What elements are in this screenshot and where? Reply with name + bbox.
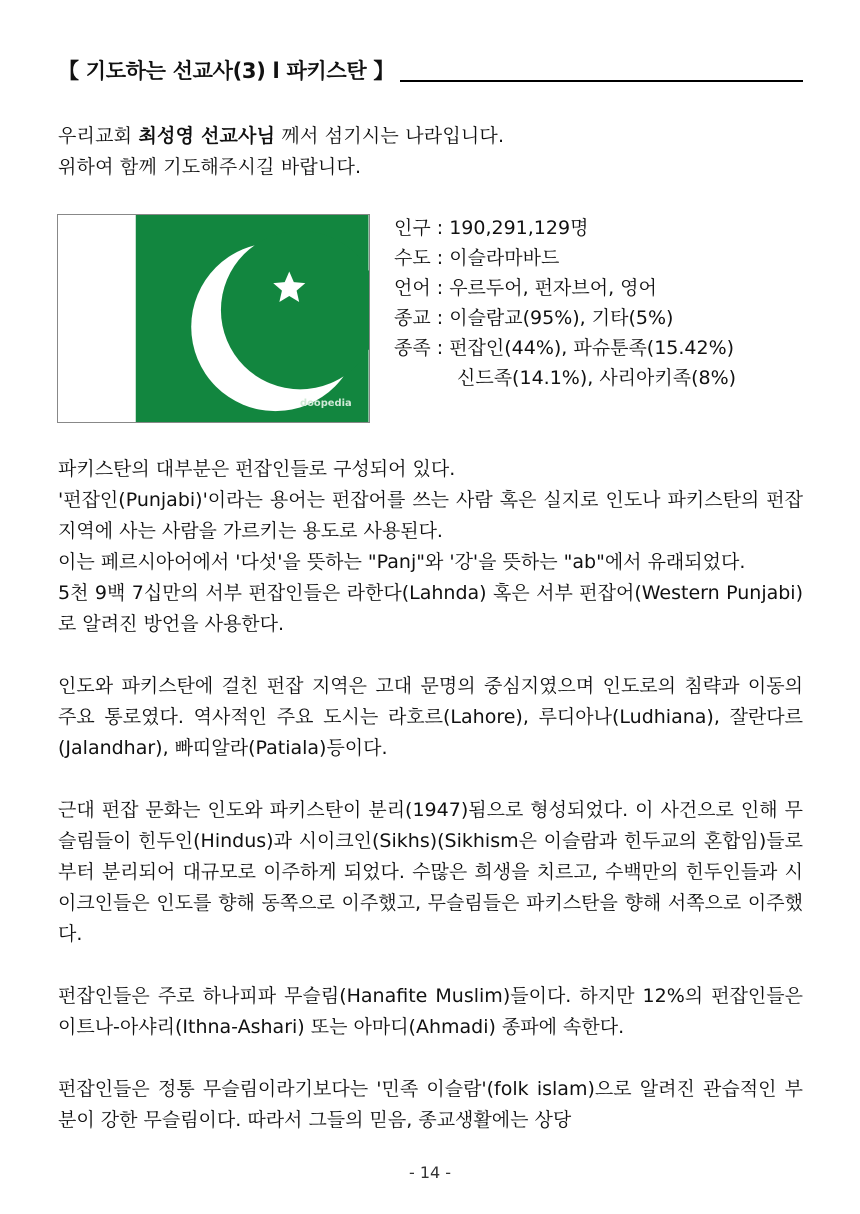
pakistan-flag-icon bbox=[58, 215, 369, 422]
paragraph: 펀잡인들은 주로 하나피파 무슬림(Hanafite Muslim)들이다. 하지만 12%의 펀잡인들은 이트나-아샤리(Ithna-Ashari) 또는 아마디(Ahmadi) 종파에 속한다. bbox=[58, 985, 803, 1038]
intro-text: 께서 섬기시는 나라입니다. bbox=[275, 125, 505, 147]
country-facts bbox=[394, 213, 814, 393]
intro bbox=[58, 121, 803, 183]
paragraph: 파키스탄의 대부분은 펀잡인들로 구성되어 있다. bbox=[58, 458, 456, 480]
fact-language: 언어 : 우르두어, 펀자브어, 영어 bbox=[394, 277, 657, 299]
intro-line-2: 위하여 함께 기도해주시길 바랍니다. bbox=[58, 156, 362, 178]
paragraph-gap bbox=[58, 1043, 803, 1074]
pakistan-flag-image bbox=[57, 214, 370, 423]
paragraph: 근대 펀잡 문화는 인도와 파키스탄이 분리(1947)됨으로 형성되었다. 이 사건으로 인해 무슬림들이 힌두인(Hindus)과 시이크인(Sikhs)(Sikhism은 이슬람과 힌두교의 혼합임)들로부터 분리되어 대규모로 이주하게 되었다. 수많은 희생을 치르고, 수백만의 힌두인들과 시이크인들은 인도를 향해 동쪽으로 이주했고, 무슬림들은 파키스탄을 향해 서쪽으로 이주했다. bbox=[58, 799, 803, 945]
article-body bbox=[58, 454, 803, 1136]
paragraph: 인도와 파키스탄에 걸친 펀잡 지역은 고대 문명의 중심지였으며 인도로의 침략과 이동의 주요 통로였다. 역사적인 주요 도시는 라호르(Lahore), 루디아나(Ludhiana), 잘란다르(Jalandhar), 빠띠알라(Patiala)등이다. bbox=[58, 675, 803, 759]
fact-ethnicity-continued: 신드족(14.1%), 사리아키족(8%) bbox=[457, 367, 737, 389]
fact-capital: 수도 : 이슬라마바드 bbox=[394, 247, 560, 269]
paragraph-gap bbox=[58, 640, 803, 671]
title-underline bbox=[400, 80, 803, 82]
page-number: - 14 - bbox=[408, 1163, 452, 1182]
intro-text: 우리교회 bbox=[58, 125, 139, 147]
page-title: 【 기도하는 선교사(3) l 파키스탄 】 bbox=[58, 59, 395, 83]
paragraph: 이는 페르시아어에서 '다섯'을 뜻하는 "Panj"와 '강'을 뜻하는 "ab"에서 유래되었다. bbox=[58, 551, 746, 573]
fact-ethnicity: 종족 : 펀잡인(44%), 파슈툰족(15.42%) bbox=[394, 337, 735, 359]
intro-line-1 bbox=[58, 121, 803, 152]
missionary-name: 최성영 선교사님 bbox=[138, 125, 276, 147]
paragraph: 펀잡인들은 정통 무슬림이라기보다는 '민족 이슬람'(folk islam)으로 알려진 관습적인 부분이 강한 무슬림이다. 따라서 그들의 믿음, 종교생활에는 상당 bbox=[58, 1078, 803, 1131]
fact-religion: 종교 : 이슬람교(95%), 기타(5%) bbox=[394, 307, 674, 329]
paragraph-gap bbox=[58, 764, 803, 795]
paragraph: 5천 9백 7십만의 서부 펀잡인들은 라한다(Lahnda) 혹은 서부 펀잡어(Western Punjabi)로 알려진 방언을 사용한다. bbox=[58, 582, 803, 635]
fact-population: 인구 : 190,291,129명 bbox=[394, 217, 589, 239]
paragraph-gap bbox=[58, 950, 803, 981]
paragraph: '펀잡인(Punjabi)'이라는 용어는 펀잡어를 쓰는 사람 혹은 실지로 인도나 파키스탄의 펀잡 지역에 사는 사람을 가르키는 용도로 사용된다. bbox=[58, 489, 803, 542]
doopedia-watermark: doopedia bbox=[300, 398, 352, 410]
title-row bbox=[58, 55, 803, 85]
